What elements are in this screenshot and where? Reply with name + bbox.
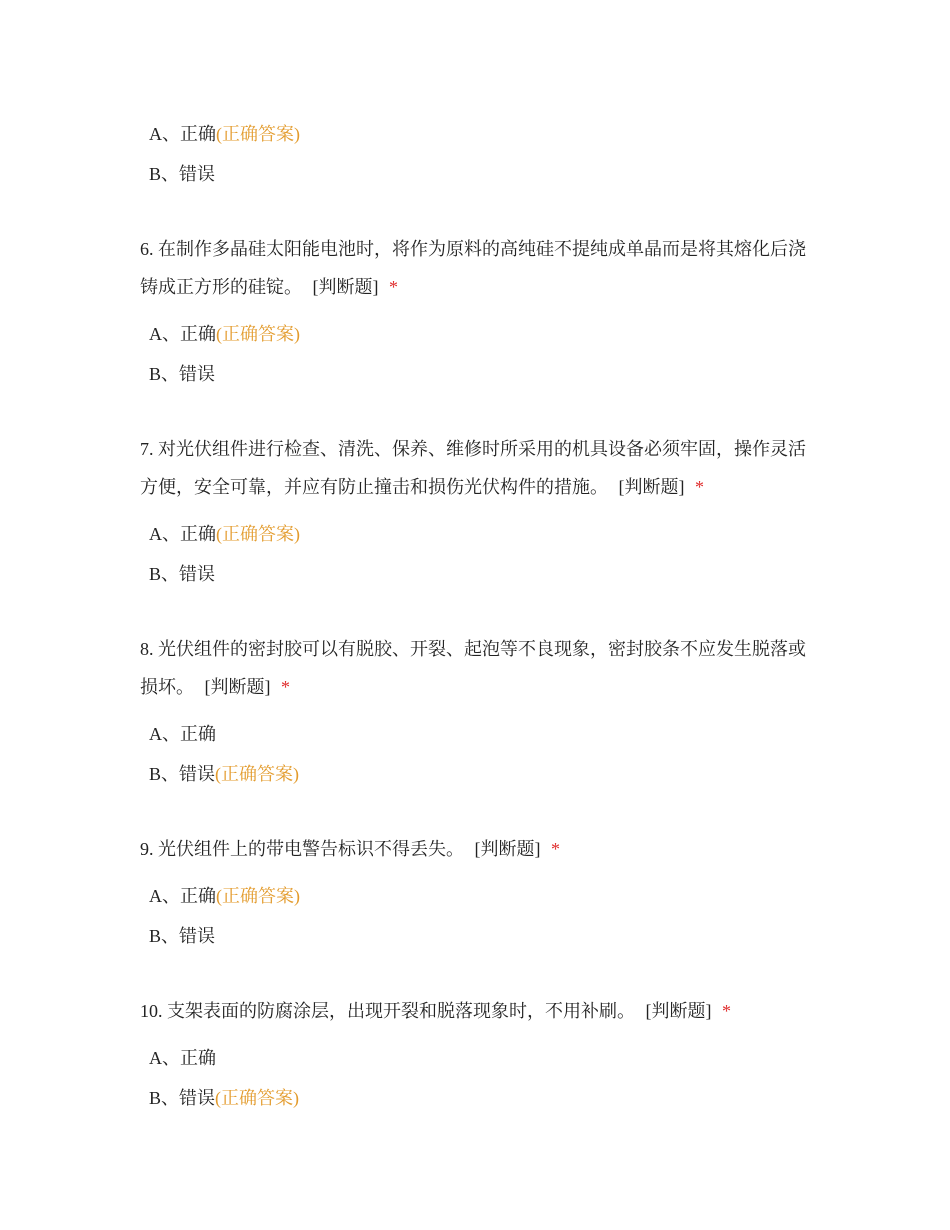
- question-type: [判断题]: [618, 477, 685, 497]
- question-number: 10.: [140, 1001, 163, 1021]
- question-type: [判断题]: [474, 839, 541, 859]
- option-label: B、错误: [149, 764, 216, 784]
- q7-question: [140, 430, 820, 506]
- correct-answer-mark: (正确答案): [215, 1088, 300, 1108]
- option-label: A、正确: [149, 124, 216, 144]
- question-type: [判断题]: [645, 1001, 712, 1021]
- correct-answer-mark: (正确答案): [216, 886, 300, 906]
- q10-option-a: [149, 1046, 216, 1070]
- q8-question: [140, 630, 820, 706]
- option-label: A、正确: [149, 1048, 216, 1068]
- question-text: 光伏组件上的带电警告标识不得丢失。: [158, 839, 464, 859]
- question-text: 光伏组件的密封胶可以有脱胶、开裂、起泡等不良现象，密封胶条不应发生脱落或损坏。: [140, 639, 806, 697]
- q8-option-b: [149, 762, 299, 786]
- question-number: 9.: [140, 839, 154, 859]
- required-mark: *: [389, 277, 398, 297]
- option-label: A、正确: [149, 324, 216, 344]
- q9-option-a: [149, 884, 300, 908]
- option-label: B、错误: [149, 564, 216, 584]
- q5-option-b: [149, 162, 215, 186]
- option-label: B、错误: [149, 1088, 216, 1108]
- correct-answer-mark: (正确答案): [216, 524, 300, 544]
- option-label: A、正确: [149, 724, 216, 744]
- q10-option-b: [149, 1086, 299, 1110]
- required-mark: *: [551, 839, 560, 859]
- option-label: A、正确: [149, 524, 216, 544]
- question-text: 对光伏组件进行检查、清洗、保养、维修时所采用的机具设备必须牢固，操作灵活方便，安全可靠，并应有防止撞击和损伤光伏构件的措施。: [140, 439, 806, 497]
- question-number: 7.: [140, 439, 154, 459]
- q5-option-a: [149, 122, 300, 146]
- question-number: 8.: [140, 639, 154, 659]
- correct-answer-mark: (正确答案): [215, 764, 300, 784]
- required-mark: *: [281, 677, 290, 697]
- q6-option-b: [149, 362, 215, 386]
- q6-option-a: [149, 322, 300, 346]
- q8-option-a: [149, 722, 216, 746]
- q6-question: [140, 230, 820, 306]
- q10-question: [140, 992, 820, 1030]
- option-label: B、错误: [149, 164, 216, 184]
- q9-option-b: [149, 924, 215, 948]
- question-type: [判断题]: [204, 677, 271, 697]
- question-type: [判断题]: [312, 277, 379, 297]
- question-text: 在制作多晶硅太阳能电池时，将作为原料的高纯硅不提纯成单晶而是将其熔化后浇铸成正方形的硅锭。: [140, 239, 806, 297]
- correct-answer-mark: (正确答案): [216, 324, 300, 344]
- correct-answer-mark: (正确答案): [216, 124, 300, 144]
- q9-question: [140, 830, 820, 868]
- required-mark: *: [695, 477, 704, 497]
- question-number: 6.: [140, 239, 154, 259]
- required-mark: *: [722, 1001, 731, 1021]
- q7-option-a: [149, 522, 300, 546]
- q7-option-b: [149, 562, 215, 586]
- question-text: 支架表面的防腐涂层，出现开裂和脱落现象时，不用补刷。: [167, 1001, 635, 1021]
- option-label: B、错误: [149, 926, 216, 946]
- option-label: A、正确: [149, 886, 216, 906]
- option-label: B、错误: [149, 364, 216, 384]
